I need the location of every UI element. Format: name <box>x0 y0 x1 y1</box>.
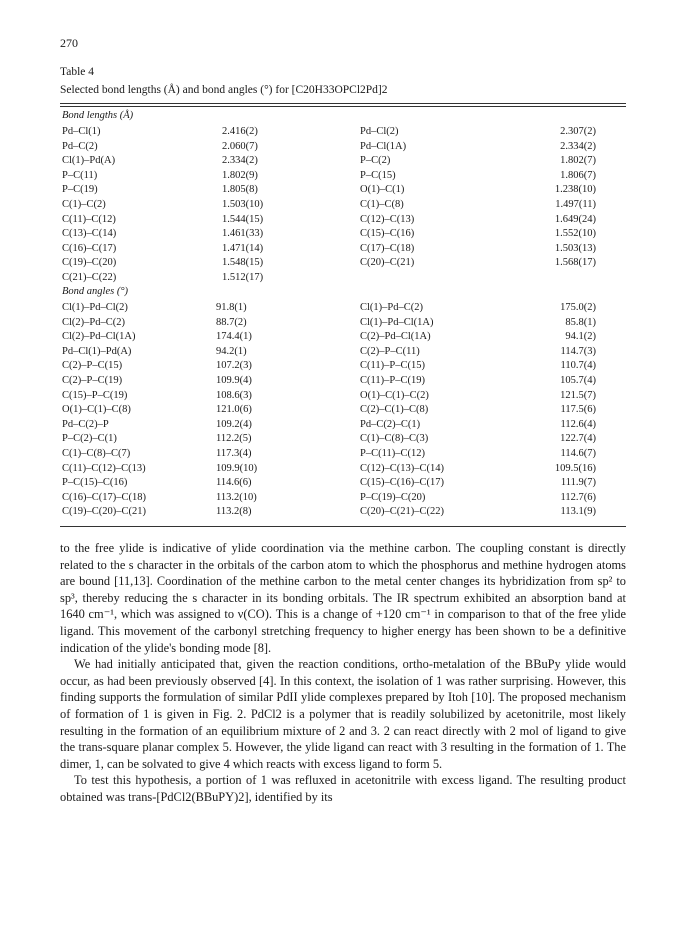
bond-value: 112.7(6) <box>560 491 596 503</box>
bond-label: C(2)–P–C(11) <box>360 345 420 357</box>
bond-label: Pd–Cl(1)–Pd(A) <box>62 345 132 357</box>
bond-value: 2.416(2) <box>222 126 258 137</box>
bond-value: 1.649(24) <box>554 213 596 225</box>
bond-label: P–C(19) <box>62 184 98 196</box>
table-row <box>62 491 624 506</box>
bond-value: 174.4(1) <box>216 331 252 343</box>
paragraph: To test this hypothesis, a portion of 1 was refluxed in acetonitrile with excess ligand. The resulting product obtained was trans-[PdCl2(BBuPY)2], identified by its <box>60 773 626 804</box>
bond-label: C(17)–C(18) <box>360 242 415 254</box>
bond-value: 109.2(4) <box>216 418 252 430</box>
table-row <box>62 432 624 447</box>
bond-value: 117.3(4) <box>216 447 252 459</box>
bond-label: P–C(15) <box>360 169 396 181</box>
table-row <box>62 183 624 198</box>
bond-value: 110.7(4) <box>560 360 596 372</box>
bond-label: C(1)–C(8)–C(7) <box>62 447 131 459</box>
bond-label: Cl(1)–Pd–C(2) <box>360 302 423 313</box>
table-row <box>62 389 624 404</box>
bond-label: P–C(11)–C(12) <box>360 447 425 459</box>
bond-label: C(11)–P–C(15) <box>360 360 425 372</box>
table-row <box>62 301 624 316</box>
bond-label: P–C(2) <box>360 155 391 167</box>
bond-label: P–C(15)–C(16) <box>62 477 128 489</box>
bond-label: Pd–C(2) <box>62 140 98 152</box>
table-row <box>62 403 624 418</box>
bond-label: O(1)–C(1)–C(8) <box>62 404 131 416</box>
bond-value: 105.7(4) <box>560 374 596 386</box>
bond-label: C(15)–C(16)–C(17) <box>360 477 444 489</box>
bond-value: 2.334(2) <box>560 140 596 152</box>
bond-label: C(11)–C(12)–C(13) <box>62 462 146 474</box>
bond-value: 2.307(2) <box>560 126 596 137</box>
bond-value: 1.238(10) <box>554 184 596 196</box>
bond-value: 107.2(3) <box>216 360 252 372</box>
table-row <box>62 374 624 389</box>
bond-angles-heading: Bond angles (°) <box>62 286 129 297</box>
bond-value: 1.512(17) <box>222 271 264 283</box>
bond-label: C(16)–C(17) <box>62 242 117 254</box>
bond-value: 1.568(17) <box>554 257 596 269</box>
bond-label: Pd–Cl(1A) <box>360 140 407 152</box>
bond-label: O(1)–C(1) <box>360 184 405 196</box>
bond-value: 109.5(16) <box>554 462 596 474</box>
bond-value: 2.334(2) <box>222 155 258 167</box>
table-row <box>62 345 624 360</box>
paragraph: We had initially anticipated that, given the reaction conditions, ortho-metalation of the BBuPy ylide would occur, as had been previously observed [4]. In this context, the isolation of 1 was rather surprising. However, this finding supports the formulation of similar PdII ylide complexes prepared by Itoh [10]. The proposed mechanism of formation of 1 is given in Fig. 2. PdCl2 is a polymer that is readily solubilized by acetonitrile, most likely resulting in the formation of an equilibrium mixture of 2 and 3. 2 can react directly with 2 mol of ligand to give the trans-square planar complex 5. However, the ylide ligand can react with 3 resulting in the formation of 1. The dimer, 1, can be solvated to give 4 which reacts with excess ligand to form 5. <box>60 657 626 771</box>
bond-value: 122.7(4) <box>560 433 596 445</box>
bond-value: 117.5(6) <box>560 404 596 416</box>
bond-label: C(20)–C(21) <box>360 257 415 269</box>
table-caption: Table 4 <box>60 66 95 78</box>
bond-label: C(1)–C(8)–C(3) <box>360 433 429 445</box>
bond-value: 113.2(10) <box>216 491 257 503</box>
table-row <box>62 213 624 228</box>
bond-label: Cl(2)–Pd–C(2) <box>62 316 125 328</box>
bond-value: 112.2(5) <box>216 433 252 445</box>
table-row <box>62 418 624 433</box>
bond-label: Cl(1)–Pd(A) <box>62 155 116 167</box>
bond-lengths-heading: Bond lengths (Å) <box>62 110 134 121</box>
bond-label: C(2)–P–C(15) <box>62 360 123 372</box>
bond-value: 88.7(2) <box>216 316 247 328</box>
bond-label: P–C(11) <box>62 169 98 181</box>
bond-value: 109.9(4) <box>216 374 252 386</box>
bond-label: C(11)–C(12) <box>62 213 116 225</box>
bond-label: Pd–C(2)–C(1) <box>360 418 421 430</box>
bond-value: 121.0(6) <box>216 404 252 416</box>
table-row <box>62 169 624 184</box>
table-top-rule <box>60 103 626 104</box>
bond-label: C(1)–C(8) <box>360 198 404 210</box>
bond-label: C(19)–C(20) <box>62 257 117 269</box>
bond-value: 114.6(6) <box>216 477 252 489</box>
bond-value: 1.802(9) <box>222 169 258 181</box>
bond-value: 1.503(13) <box>554 242 596 254</box>
table-row <box>62 198 624 213</box>
table-row <box>62 140 624 155</box>
table-row <box>62 316 624 331</box>
bond-value: 114.7(3) <box>560 345 596 357</box>
bond-value: 1.497(11) <box>555 198 596 210</box>
bond-label: Pd–C(2)–P <box>62 418 109 430</box>
bond-angles-table <box>62 301 624 520</box>
table-row <box>62 359 624 374</box>
bond-label: Cl(1)–Pd–Cl(2) <box>62 302 128 313</box>
bond-label: C(2)–P–C(19) <box>62 374 123 386</box>
bond-value: 1.552(10) <box>554 228 596 240</box>
bond-value: 1.802(7) <box>560 155 596 167</box>
bond-label: C(20)–C(21)–C(22) <box>360 506 444 518</box>
bond-value: 113.1(9) <box>560 506 596 518</box>
bond-label <box>352 271 492 286</box>
bond-value: 111.9(7) <box>560 477 596 489</box>
table-row <box>62 476 624 491</box>
table-row <box>62 447 624 462</box>
bond-value: 108.6(3) <box>216 389 252 401</box>
bond-value: 91.8(1) <box>216 302 247 313</box>
bond-label: Cl(1)–Pd–Cl(1A) <box>360 316 434 328</box>
table-subcaption: Selected bond lengths (Å) and bond angles (°) for [C20H33OPCl2Pd]2 <box>60 84 388 96</box>
bond-label: P–C(2)–C(1) <box>62 433 117 445</box>
bond-label: C(1)–C(2) <box>62 198 106 210</box>
bond-value: 121.5(7) <box>560 389 596 401</box>
bond-value: 175.0(2) <box>560 302 596 313</box>
bond-lengths-table <box>62 125 624 286</box>
bond-value: 1.461(33) <box>222 228 264 240</box>
bond-value: 1.544(15) <box>222 213 264 225</box>
table-row <box>62 125 624 140</box>
bond-label: C(12)–C(13) <box>360 213 415 225</box>
bond-label: C(21)–C(22) <box>62 271 117 283</box>
bond-label: C(2)–Pd–Cl(1A) <box>360 331 431 343</box>
table-row <box>62 242 624 257</box>
bond-value: 109.9(10) <box>216 462 258 474</box>
table-row <box>62 462 624 477</box>
body-text <box>60 540 626 806</box>
bond-value: 94.2(1) <box>216 345 247 357</box>
table-row <box>62 330 624 345</box>
bond-label: C(12)–C(13)–C(14) <box>360 462 444 474</box>
bond-label: C(2)–C(1)–C(8) <box>360 404 429 416</box>
page-number: 270 <box>60 36 78 50</box>
paragraph: to the free ylide is indicative of ylide coordination via the methine carbon. The coupling constant is directly related to the s character in the orbitals of the carbon atom to which the phosphorus and methine hydrogen atoms are bound [11,13]. Coordination of the methine carbon to the metal center changes its hybridization from sp² to sp³, thereby reducing the s character in its bonding orbitals. The IR spectrum exhibited an absorption band at 1640 cm⁻¹, which was assigned to ν(CO). This is a change of +120 cm⁻¹ in comparison to that of the free ylide ligand. This movement of the carbonyl stretching frequency to higher energy has been shown to be a definitive indication of the ylide's bonding mode [8]. <box>60 541 626 655</box>
bond-value: 1.471(14) <box>222 242 264 254</box>
bond-label: C(15)–P–C(19) <box>62 389 128 401</box>
bond-value: 85.8(1) <box>565 316 596 328</box>
bond-value: 1.548(15) <box>222 257 264 269</box>
table-bottom-rule <box>60 526 626 527</box>
bond-label: O(1)–C(1)–C(2) <box>360 389 429 401</box>
bond-label: C(15)–C(16) <box>360 228 415 240</box>
bond-label: Cl(2)–Pd–Cl(1A) <box>62 331 136 343</box>
table-row <box>62 505 624 520</box>
table-top-rule-2 <box>60 106 626 107</box>
bond-value: 94.1(2) <box>565 331 596 343</box>
bond-value: 2.060(7) <box>222 140 258 152</box>
table-row <box>62 227 624 242</box>
bond-label: Pd–Cl(1) <box>62 126 101 137</box>
bond-value: 113.2(8) <box>216 506 252 518</box>
bond-value <box>492 271 624 286</box>
bond-label: C(19)–C(20)–C(21) <box>62 506 146 518</box>
bond-value: 1.805(8) <box>222 184 258 196</box>
bond-value: 112.6(4) <box>560 418 596 430</box>
bond-label: P–C(19)–C(20) <box>360 491 426 503</box>
bond-label: Pd–Cl(2) <box>360 126 399 137</box>
table-row <box>62 271 624 286</box>
bond-label: C(13)–C(14) <box>62 228 117 240</box>
bond-value: 1.806(7) <box>560 169 596 181</box>
bond-label: C(16)–C(17)–C(18) <box>62 491 146 503</box>
bond-label: C(11)–P–C(19) <box>360 374 425 386</box>
table-row <box>62 154 624 169</box>
bond-value: 114.6(7) <box>560 447 596 459</box>
table-row <box>62 256 624 271</box>
bond-value: 1.503(10) <box>222 198 264 210</box>
